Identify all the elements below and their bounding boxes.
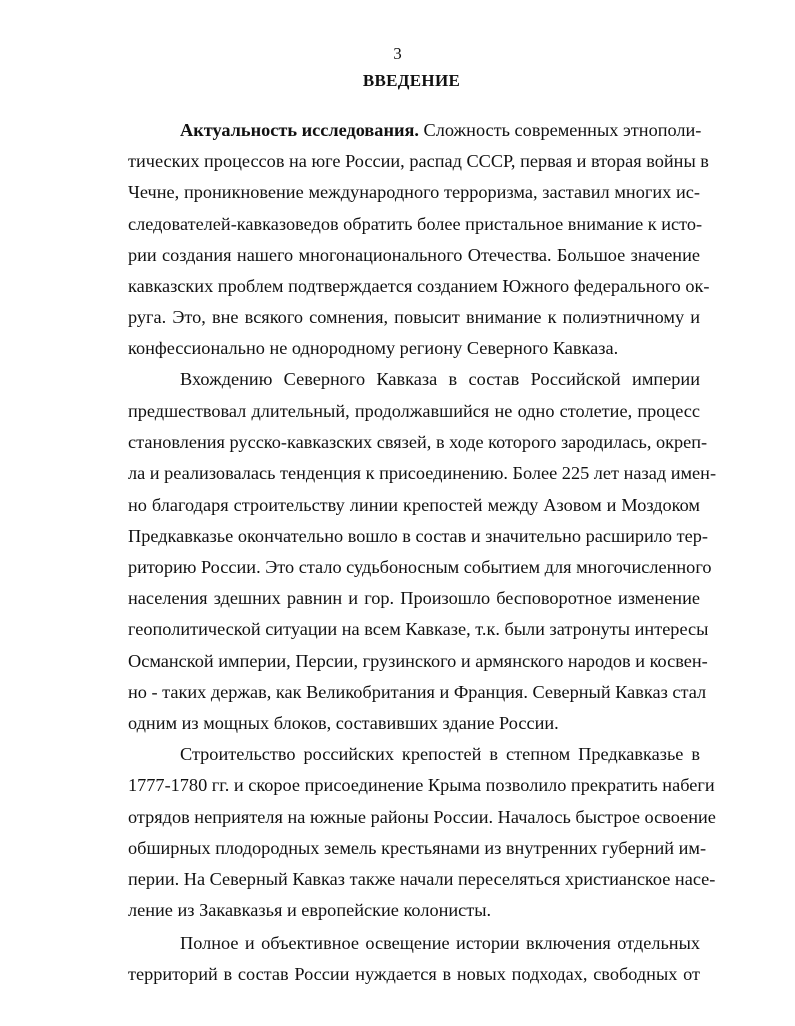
paragraph-2-line-9: геополитической ситуации на всем Кавказе, т.к. были затронуты интересы bbox=[128, 619, 709, 639]
paragraph-2-line-8: населения здешних равнин и гор. Произошло бесповоротное изменение bbox=[128, 588, 700, 608]
paragraph-4-line-1: Полное и объективное освещение истории включения отдельных bbox=[180, 933, 700, 953]
paragraph-1-line-6: кавказских проблем подтверждается созданием Южного федерального ок- bbox=[128, 276, 710, 296]
paragraph-1-line-1-text: Сложность современных этнополи- bbox=[418, 120, 702, 140]
paragraph-2-line-6: Предкавказье окончательно вошло в состав и значительно расширило тер- bbox=[128, 526, 708, 546]
paragraph-1-line-1 bbox=[180, 119, 700, 141]
paragraph-3-line-6: ление из Закавказья и европейские колонисты. bbox=[128, 900, 492, 920]
page-title: ВВЕДЕНИЕ bbox=[362, 71, 461, 90]
paragraph-3-line-5: перии. На Северный Кавказ также начали переселяться христианское насе- bbox=[128, 869, 716, 889]
paragraph-2-line-7: риторию России. Это стало судьбоносным событием для многочисленного bbox=[128, 557, 712, 577]
paragraph-3-line-2: 1777-1780 гг. и скорое присоединение Крыма позволило прекратить набеги bbox=[128, 775, 715, 795]
paragraph-2-line-10: Османской империи, Персии, грузинского и армянского народов и косвен- bbox=[128, 651, 708, 671]
paragraph-2-line-12: одним из мощных блоков, составивших здание России. bbox=[128, 713, 559, 733]
paragraph-1-line-2: тических процессов на юге России, распад СССР, первая и вторая войны в bbox=[128, 151, 709, 171]
lead-heading: Актуальность исследования. bbox=[180, 120, 419, 140]
paragraph-2-line-5: но благодаря строительству линии крепостей между Азовом и Моздоком bbox=[128, 495, 700, 515]
paragraph-1-line-4: следователей-кавказоведов обратить более пристальное внимание к исто- bbox=[128, 214, 703, 234]
paragraph-2-line-1: Вхождению Северного Кавказа в состав Российской империи bbox=[180, 369, 700, 389]
paragraph-3-line-4: обширных плодородных земель крестьянами из внутренних губерний им- bbox=[128, 838, 707, 858]
paragraph-2-line-4: ла и реализовалась тенденция к присоединению. Более 225 лет назад имен- bbox=[128, 463, 717, 483]
paragraph-1-line-5: рии создания нашего многонационального Отечества. Большое значение bbox=[128, 245, 700, 265]
paragraph-1-line-3: Чечне, проникновение международного терроризма, заставил многих ис- bbox=[128, 182, 700, 202]
paragraph-1-line-8: конфессионально не однородному региону Северного Кавказа. bbox=[128, 338, 619, 358]
paragraph-2-line-3: становления русско-кавказских связей, в ходе которого зародилась, окреп- bbox=[128, 432, 708, 452]
paragraph-2-line-2: предшествовал длительный, продолжавшийся не одно столетие, процесс bbox=[128, 401, 700, 421]
paragraph-4-line-2: территорий в состав России нуждается в новых подходах, свободных от bbox=[128, 964, 700, 984]
paragraph-1-line-7: руга. Это, вне всякого сомнения, повысит внимание к полиэтничному и bbox=[128, 307, 700, 327]
page-number: 3 bbox=[393, 44, 402, 63]
paragraph-2-line-11: но - таких держав, как Великобритания и Франция. Северный Кавказ стал bbox=[128, 682, 707, 702]
paragraph-3-line-3: отрядов неприятеля на южные районы России. Началось быстрое освоение bbox=[128, 807, 716, 827]
paragraph-3-line-1: Строительство российских крепостей в степном Предкавказье в bbox=[180, 744, 700, 764]
